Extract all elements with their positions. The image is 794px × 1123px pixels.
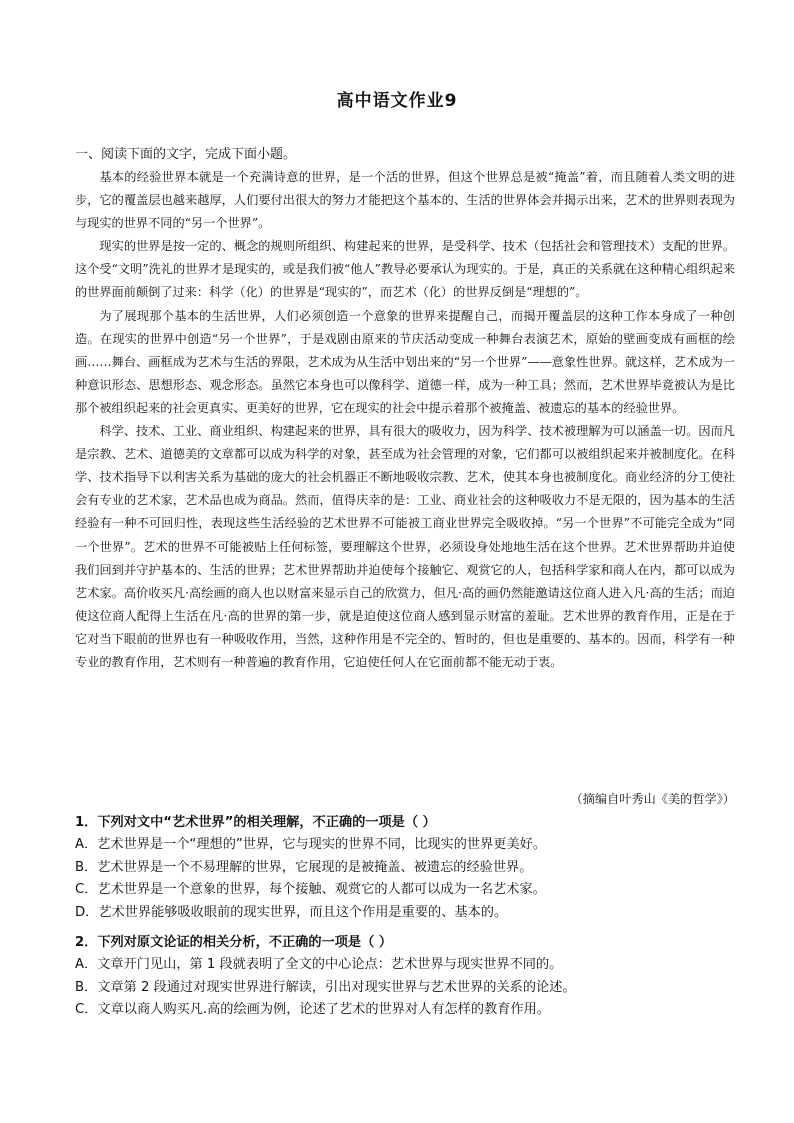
question-stem: 2．下列对原文论证的相关分析，不正确的一项是（ ）	[75, 935, 393, 950]
option-a: A．艺术世界是一个“理想的”世界，它与现实的世界不同，比现实的世界更美好。	[75, 837, 547, 852]
option-b: B．艺术世界是一个不易理解的世界，它展现的是被掩盖、被遗忘的经验世界。	[75, 859, 533, 875]
option-a: A．文章开门见山，第 1 段就表明了全文的中心论点：艺术世界与现实世界不同的。	[75, 957, 563, 972]
option-d: D．艺术世界能够吸收眼前的现实世界，而且这个作用是重要的、基本的。	[75, 904, 508, 920]
option-b: B．文章第 2 段通过对现实世界进行解读，引出对现实世界与艺术世界的关系的论述。	[75, 979, 576, 995]
passage-paragraph: 现实的世界是按一定的、概念的规则所组织、构建起来的世界，是受科学、技术（包括社会和管理技术）支配的世界。这个受“文明”洗礼的世界才是现实的，或是我们被“他人”教导必要承认为现实的。于是，真正的关系就在这种精心组织起来的世界面前颠倒了过来：科学（化）的世界是“现实的”，而艺术（化）的世界反倒是“理想的”。	[75, 239, 735, 300]
section-heading: 一、阅读下面的文字，完成下面小题。	[75, 147, 297, 162]
passage-paragraph: 为了展现那个基本的生活世界，人们必须创造一个意象的世界来提醒自己，而揭开覆盖层的这种工作本身成了一种创造。在现实的世界中创造“另一个世界”，于是戏剧由原来的节庆活动变成一种舞台表演艺术，原始的壁画变成有画框的绘画……舞台、画框成为艺术与生活的界限，艺术成为从生活中划出来的“另一个世界”——意象性世界。就这样，艺术成为一种意识形态、思想形态、观念形态。虽然它本身也可以像科学、道德一样，成为一种工具；然而，艺术世界毕竟被认为是比那个被组织起来的社会更真实、更美好的世界，它在现实的社会中提示着那个被掩盖、被遗忘的基本的经验世界。	[75, 308, 735, 415]
passage-paragraph: 科学、技术、工业、商业组织、构建起来的世界，具有很大的吸收力，因为科学、技术被理解为可以涵盖一切。因而凡是宗教、艺术、道德美的文章都可以成为科学的对象，甚至成为社会管理的对象，它们都可以被组织起来并被制度化。在科学、技术指导下以利害关系为基础的庞大的社会机器正不断地吸收宗教、艺术，使其本身也被制度化。商业经济的分工使社会有专业的艺术家，艺术品也成为商品。然而，值得庆幸的是：工业、商业社会的这种吸收力不是无限的，因为基本的生活经验有一种不可回归性，表现这些生活经验的艺术世界不可能被工商业世界完全吸收掉。“另一个世界”不可能完全成为“同一个世界”。艺术的世界不可能被贴上任何标签，要理解这个世界，必须设身处地地生活在这个世界。艺术世界帮助并迫使我们回到并守护基本的、生活的世界；艺术世界帮助并迫使每个接触它、观赏它的人，包括科学家和商人在内，都可以成为艺术家。高价收买凡·高绘画的商人也以财富来显示自己的欣赏力，但凡·高的画仍然能邀请这位商人进入凡·高的生活；而迫使这位商人配得上生活在凡·高的世界的第一步，就是迫使这位商人感到显示财富的羞耻。艺术世界的教育作用，正是在于它对当下眼前的世界也有一种吸收作用，当然，这种作用是不完全的、暂时的，但也是重要的、基本的。因而，科学有一种专业的教育作用，艺术则有一种普遍的教育作用，它迫使任何人在它面前都不能无动于衷。	[75, 424, 735, 669]
question-stem: 1．下列对文中“艺术世界”的相关理解，不正确的一项是（ ）	[75, 815, 436, 830]
reading-passage	[75, 166, 735, 674]
question-2	[75, 932, 735, 1022]
option-c: C．艺术世界是一个意象的世界，每个接触、观赏它的人都可以成为一名艺术家。	[75, 882, 546, 898]
question-1	[75, 812, 735, 924]
passage-paragraph: 基本的经验世界本就是一个充满诗意的世界，是一个活的世界，但这个世界总是被“掩盖”着，而且随着人类文明的进步，它的覆盖层也越来越厚，人们要付出很大的努力才能把这个基本的、生活的世界体会并揭示出来，艺术的世界则表现为与现实的世界不同的“另一个世界”。	[75, 170, 735, 231]
passage-source: （摘编自叶秀山《美的哲学》）	[570, 792, 735, 806]
document-title: 高中语文作业9	[336, 91, 458, 111]
option-c: C．文章以商人购买凡.高的绘画为例，论述了艺术的世界对人有怎样的教育作用。	[75, 1002, 550, 1018]
